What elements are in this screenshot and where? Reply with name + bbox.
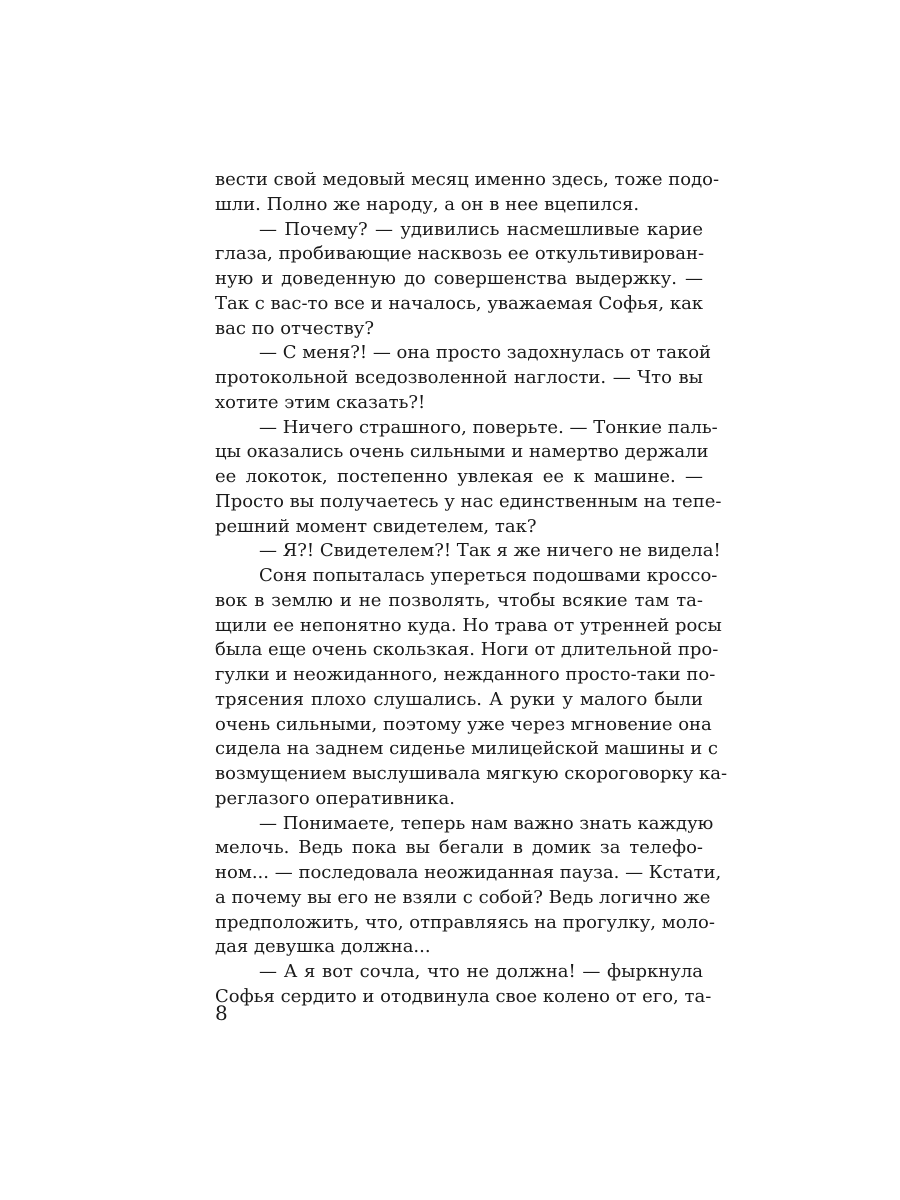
text-line: ее локоток, постепенно увлекая ее к машине. —	[215, 466, 703, 487]
text-line: Так с вас-то все и началось, уважаемая Софья, как	[215, 292, 704, 314]
text-line: реглазого оперативника.	[215, 787, 455, 809]
text-line: мелочь. Ведь пока вы бегали в домик за телефо-	[215, 837, 703, 859]
text-line: ном... — последовала неожиданная пауза. — Кстати,	[215, 862, 722, 883]
paragraph	[215, 960, 712, 1010]
text-line: вас по отчеству?	[215, 317, 374, 339]
text-line: — Почему? — удивились насмешливые карие	[259, 218, 703, 240]
text-line: протокольной вседозволенной наглости. — Что вы	[215, 367, 703, 388]
text-line: вок в землю и не позволять, чтобы всякие там та-	[215, 589, 703, 611]
text-line: а почему вы его не взяли с собой? Ведь логично же	[215, 886, 711, 908]
text-line: Софья сердито и отодвинула свое колено от его, та-	[215, 985, 712, 1007]
page-number: 8	[215, 1001, 228, 1025]
paragraph	[215, 564, 728, 812]
text-line: дая девушка должна...	[215, 936, 431, 958]
paragraph	[215, 812, 722, 961]
paragraph	[215, 416, 722, 540]
text-line: глаза, пробивающие насквозь ее откультивирован-	[215, 243, 705, 265]
text-line: решний момент свидетелем, так?	[215, 515, 537, 537]
page-text	[215, 168, 728, 1010]
text-line: гулки и неожиданного, нежданного просто-таки по-	[215, 664, 716, 685]
text-line: Просто вы получаетесь у нас единственным на тепе-	[215, 490, 722, 512]
text-line: очень сильными, поэтому уже через мгновение она	[215, 713, 712, 735]
paragraph	[215, 218, 703, 342]
text-line: — Я?! Свидетелем?! Так я же ничего не видела!	[259, 540, 721, 562]
text-line: щили ее непонятно куда. Но трава от утренней росы	[215, 614, 722, 636]
text-line: была еще очень скользкая. Ноги от длительной про-	[215, 639, 719, 661]
paragraph	[215, 168, 720, 218]
text-line: цы оказались очень сильными и намертво держали	[215, 441, 709, 463]
text-line: предположить, что, отправляясь на прогулку, моло-	[215, 911, 715, 933]
text-line: сидела на заднем сиденье милицейской машины и с	[215, 738, 718, 760]
text-line: — Понимаете, теперь нам важно знать каждую	[259, 812, 714, 834]
text-line: возмущением выслушивала мягкую скороговорку ка-	[215, 763, 728, 784]
text-line: Соня попыталась упереться подошвами кроссо-	[259, 565, 718, 586]
text-line: трясения плохо слушались. А руки у малого были	[215, 688, 703, 710]
text-line: — С меня?! — она просто задохнулась от такой	[259, 342, 712, 364]
text-line: — А я вот сочла, что не должна! — фыркнула	[259, 961, 703, 982]
text-line: — Ничего страшного, поверьте. — Тонкие паль-	[259, 416, 718, 438]
text-line: ную и доведенную до совершенства выдержку. —	[215, 268, 703, 289]
text-line: хотите этим сказать?!	[215, 391, 426, 413]
paragraph	[215, 341, 712, 415]
text-line: вести свой медовый месяц именно здесь, тоже подо-	[215, 169, 720, 190]
paragraph	[215, 539, 721, 564]
text-line: шли. Полно же народу, а он в нее вцепился.	[215, 193, 640, 215]
